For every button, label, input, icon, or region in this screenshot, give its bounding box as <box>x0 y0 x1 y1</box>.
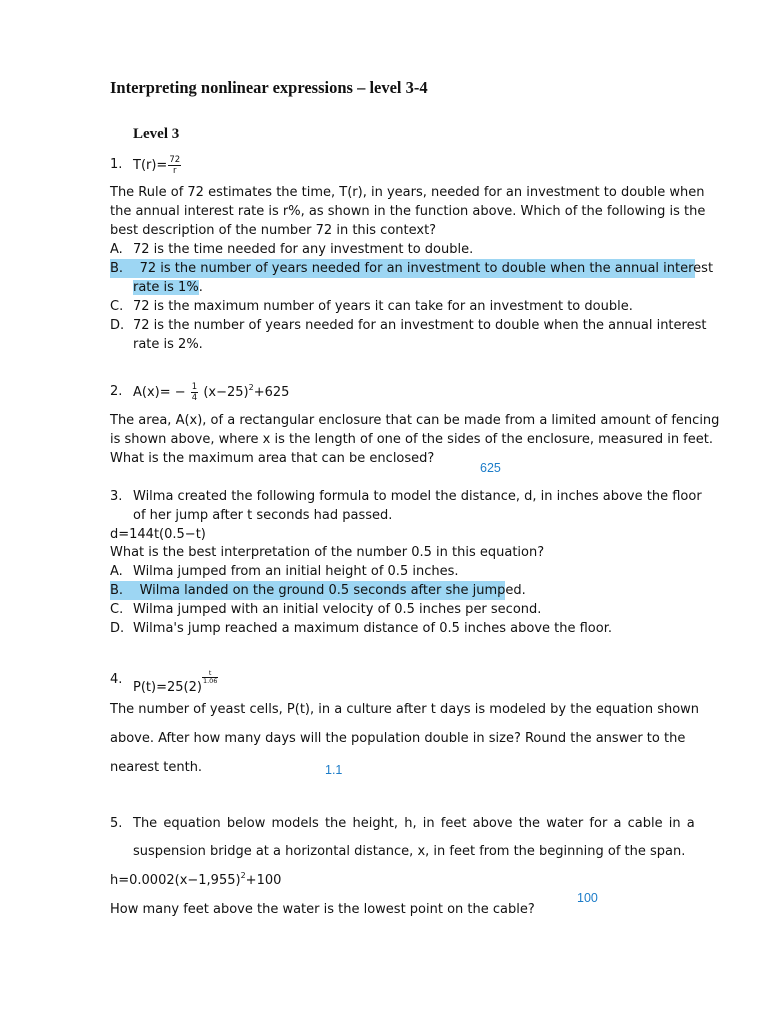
question-prompt: How many feet above the water is the lowest point on the cable? <box>110 902 535 917</box>
fraction-numerator: 1 <box>191 382 198 392</box>
word: water <box>546 816 584 831</box>
question-text-line-justified <box>133 814 695 833</box>
word: in <box>668 816 681 831</box>
word: the <box>324 816 347 831</box>
answer-annotation: 100 <box>577 891 598 905</box>
fraction <box>191 382 198 403</box>
option-letter: D. <box>110 621 125 636</box>
option-a: 72 is the time needed for any investment to double. <box>133 242 474 257</box>
question-prompt: What is the best interpretation of the number 0.5 in this equation? <box>110 545 545 560</box>
equation <box>133 670 218 697</box>
fraction-denominator: 1.06 <box>202 677 218 685</box>
word: feet <box>440 816 467 831</box>
option-a: Wilma jumped from an initial height of 0.5 inches. <box>133 564 459 579</box>
option-letter: B. <box>110 583 124 598</box>
question-text-line: best description of the number 72 in this context? <box>110 223 437 238</box>
equation-lhs: T(r)= <box>133 158 168 173</box>
option-letter: A. <box>110 564 123 579</box>
question-number: 3. <box>110 489 123 504</box>
fraction-denominator: r <box>172 166 177 176</box>
question-text-line: The Rule of 72 estimates the time, T(r), in years, needed for an investment to double when <box>110 185 705 200</box>
question-text-line: of her jump after t seconds had passed. <box>133 508 393 523</box>
question-text-line: The number of yeast cells, P(t), in a culture after t days is modeled by the equation shown <box>110 702 700 717</box>
question-number: 5. <box>110 816 123 831</box>
word: height, <box>352 816 399 831</box>
word: equation <box>163 816 221 831</box>
highlighted-text: rate is 1% <box>133 280 199 295</box>
exponent: 2 <box>240 871 246 880</box>
equation-term: +625 <box>253 385 290 400</box>
option-d-continuation: rate is 2%. <box>133 337 203 352</box>
question-text-line: is shown above, where x is the length of one of the sides of the enclosure, measured in feet. <box>110 432 713 447</box>
option-letter: B. <box>110 261 124 276</box>
question-number: 1. <box>110 157 123 172</box>
fraction-numerator: t <box>202 670 218 678</box>
fraction-denominator: 4 <box>191 393 198 403</box>
option-b-highlighted <box>110 259 714 278</box>
word: a <box>613 816 622 831</box>
word: a <box>686 816 695 831</box>
fraction-numerator: 72 <box>169 155 181 165</box>
word: the <box>518 816 541 831</box>
equation <box>110 871 281 890</box>
question-number: 2. <box>110 384 123 399</box>
equation: d=144t(0.5−t) <box>110 527 206 542</box>
option-b-text: Wilma landed on the ground 0.5 seconds after she jumped. <box>139 583 526 598</box>
option-d: Wilma's jump reached a maximum distance of 0.5 inches above the floor. <box>133 621 612 636</box>
word: below <box>226 816 266 831</box>
option-letter: D. <box>110 318 125 333</box>
question-text-line: the annual interest rate is r%, as shown in the function above. Which of the following is the <box>110 204 706 219</box>
equation <box>133 382 289 403</box>
equation <box>133 155 182 176</box>
option-b-text: 72 is the number of years needed for an investment to double when the annual interest <box>139 261 714 276</box>
question-text-line: What is the maximum area that can be enclosed? <box>110 451 435 466</box>
word: h, <box>404 816 417 831</box>
question-text-line: above. After how many days will the population double in size? Round the answer to the <box>110 731 686 746</box>
question-text-line: The area, A(x), of a rectangular enclosure that can be made from a limited amount of fencing <box>110 413 720 428</box>
word: for <box>589 816 608 831</box>
exponent-fraction <box>202 670 218 685</box>
question-text-line: suspension bridge at a horizontal distance, x, in feet from the beginning of the span. <box>133 844 686 859</box>
answer-annotation: 1.1 <box>325 763 343 777</box>
word: above <box>472 816 513 831</box>
option-b-highlighted <box>110 581 526 600</box>
equation-lhs: P(t)=25(2) <box>133 680 202 695</box>
document-title: Interpreting nonlinear expressions – level 3-4 <box>110 78 428 97</box>
equation-lhs: h=0.0002(x−1,955) <box>110 873 241 888</box>
answer-annotation: 625 <box>480 461 501 475</box>
question-text-line: Wilma created the following formula to model the distance, d, in inches above the floor <box>133 489 702 504</box>
level-heading: Level 3 <box>133 126 180 142</box>
option-d: 72 is the number of years needed for an investment to double when the annual interest <box>133 318 707 333</box>
word: models <box>271 816 319 831</box>
question-number: 4. <box>110 672 123 687</box>
option-letter: A. <box>110 242 123 257</box>
option-b-continuation <box>133 278 203 297</box>
equation-lhs: A(x)= − <box>133 385 186 400</box>
word: in <box>422 816 435 831</box>
equation-term: +100 <box>245 873 282 888</box>
question-text-line: nearest tenth. <box>110 760 203 775</box>
word: cable <box>627 816 663 831</box>
option-c: Wilma jumped with an initial velocity of 0.5 inches per second. <box>133 602 542 617</box>
exponent: 2 <box>248 383 254 392</box>
equation-term: (x−25) <box>203 385 249 400</box>
option-letter: C. <box>110 299 124 314</box>
option-letter: C. <box>110 602 124 617</box>
word: The <box>133 816 158 831</box>
option-c: 72 is the maximum number of years it can take for an investment to double. <box>133 299 633 314</box>
fraction <box>168 155 181 176</box>
punctuation: . <box>198 280 203 295</box>
